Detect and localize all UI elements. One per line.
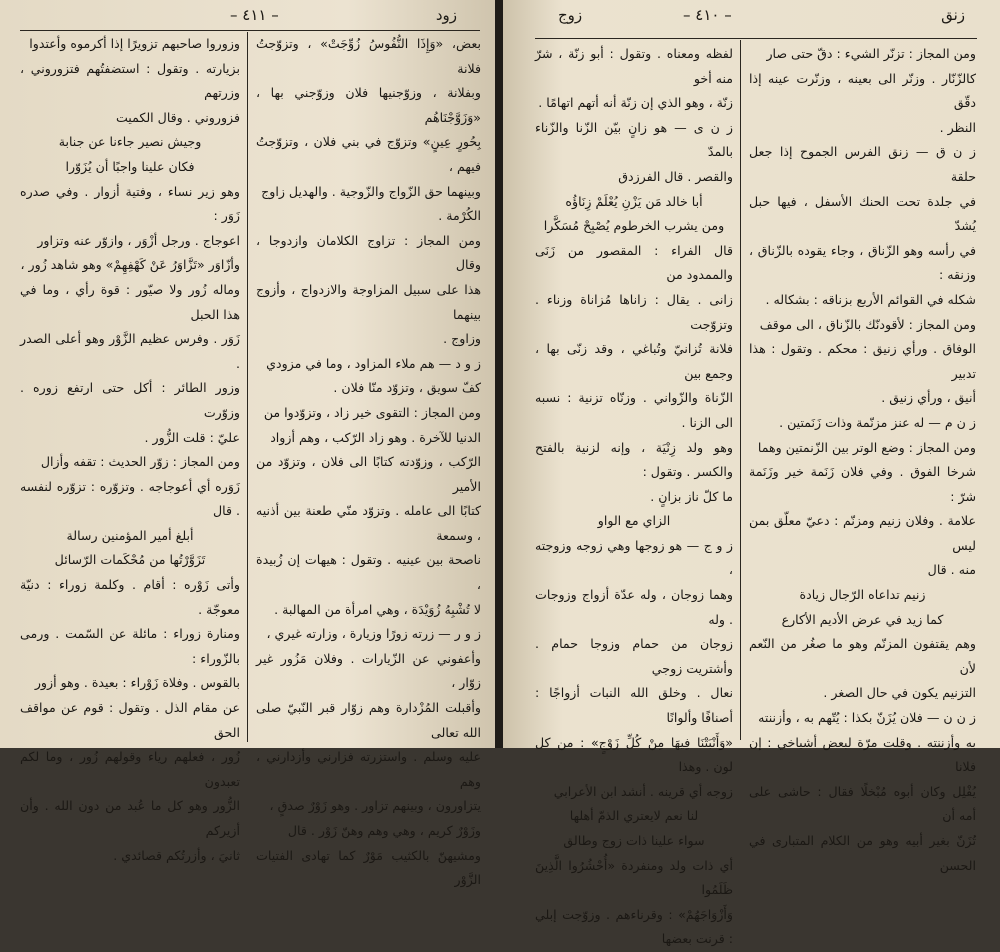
- text-line: لفظه ومعناه . وتقول : أبو زنّة ، شرّ منه أخو: [535, 46, 733, 86]
- text-line: في جلدة تحت الحنك الأسفل ، فيها حبل يُشدّ: [749, 193, 976, 234]
- text-line: بِحُورٍ عِينٍ» وتزوّج في بني فلان ، وتزوّجتُ فيهم ،: [256, 134, 481, 174]
- text-line: سواء علينا ذات زوج وطالق: [563, 833, 705, 848]
- text-line: علامة . وفلان زنيم ومزنّم : دعيّ معلّق بمن ليس: [749, 513, 976, 553]
- text-line: زنّة ، وهو الذي إن زنّة أنه أتهم اتهامًا .: [538, 95, 733, 111]
- text-line: يُفْلِل وكان أبوه مُبْخلًا فقال : حاشى على أمه أن: [749, 783, 976, 824]
- text-line: الزاي مع الواو: [597, 513, 671, 529]
- text-line: بالقوس . وفلاة زَوْراء : بعيدة . وهو أزور: [34, 675, 240, 691]
- text-line: يتزاورون ، وبينهم تزاور . وهو زَوْرٌ صدقٍ ،: [269, 798, 481, 814]
- text-line: عليه وسلم . واستزرته فزارني وأزدارني ، وهم: [256, 749, 481, 789]
- text-line: ومن المجاز : التقوى خير زاد ، وتزوّدوا من: [263, 404, 481, 420]
- text-line: زانى . يقال : زاناها مُزاناة وزناء . وتزوّجت: [535, 291, 733, 332]
- right-page: [503, 0, 1000, 947]
- text-line: زوجه أي قرينه . أنشد ابن الأعرابي: [553, 783, 733, 799]
- text-line: كما زيد في عرض الأديم الأكارع: [781, 611, 944, 627]
- text-line: ما كلّ ناز بزانٍ .: [650, 488, 733, 504]
- text-line: وهما زوجان ، وله عدّة أزواج وزوجات . وله: [535, 587, 733, 627]
- text-line: أنيق ، ورأي زنيق .: [881, 390, 976, 406]
- text-line: ومن المجاز : تزاوج الكلامان وازدوجا ، وقال: [256, 232, 481, 273]
- text-line: ناصحة بين عينيه . وتقول : هيهات إن زُبيدة ،: [256, 552, 481, 593]
- text-line: الكُرْمة .: [438, 208, 481, 224]
- text-line: وزوروا صاحبهم تزويرًا إذا أكرموه وأعتدوا: [29, 36, 240, 51]
- text-line: وهو زير نساء ، وفتية أزوار . وفي صدره زَوَر :: [20, 183, 240, 224]
- text-line: فزوروني . وقال الكميت: [115, 109, 240, 125]
- text-line: الدنيا للآخرة . وهو زاد الرّكب ، وهم أزواد: [270, 429, 481, 445]
- text-line: ز ن ن — فلان يُزَنّ بكذا : يُتّهم به ، وأزننته: [758, 710, 976, 726]
- left-page-number: – ٤١١ –: [230, 6, 279, 24]
- text-line: زوجان من حمام وزوجا حمام . وأشتريت زوجي: [535, 636, 733, 676]
- text-line: لا تُشْبِهُ زُوَيْدَة ، وهي امرأة من المهالبة .: [274, 601, 481, 617]
- text-line: كالزّنّار . وزنّر الى بعينه ، وزنّرت عينه إذا دقّق: [749, 70, 976, 111]
- text-line: الزُّور وهو كل ما عُبد من دون الله . وأن أزيركم: [20, 798, 240, 838]
- text-line: ومشيهنّ بالكثيب مَوْرٌ كما تهادى الفتيات الزَّوْر: [256, 847, 481, 888]
- text-line: زنيم تداعاه الرّجال زيادة: [799, 587, 926, 603]
- left-page-left-column: [20, 32, 240, 863]
- text-line: «وَأَنْبَتْنَا فِيهَا مِنْ كُلِّ زَوْجٍ» : من كل لون . وهذا: [535, 734, 733, 775]
- text-line: به وأزننته . وقلت مرّة لبعض أشياخي : إن فلانا: [749, 734, 976, 775]
- text-line: الرّكب ، وزوّدته كتابًا الى فلان ، وتزوّد من الأمير: [256, 454, 481, 494]
- left-page: [0, 0, 497, 888]
- text-line: وأعفوني عن الزّيارات . وفلان مَزُور غير زوّار ،: [256, 650, 481, 691]
- text-line: زَوَره أي أعوجاجه . وتزوّره : تزوّره لنفسه . قال: [20, 478, 240, 519]
- text-line: وزور الطائر : أكل حتى ارتفع زوره . وزوّرت: [20, 380, 240, 420]
- text-line: وبينهما حق الزّواج والزّوجية . والهديل زاوج: [261, 183, 481, 199]
- text-line: كفّ سويق ، وتزوّد منّا فلان .: [333, 380, 481, 396]
- left-page-header-rule: [20, 30, 480, 31]
- right-page-header-word-right: زنق: [941, 6, 965, 24]
- text-line: ومن المجاز : زوّر الحديث : تقفه وأزال: [40, 454, 240, 470]
- text-line: أبلغ أمير المؤمنين رسالة: [66, 527, 194, 543]
- text-line: النظر .: [939, 119, 976, 135]
- text-line: ومن المجاز : لأقودنّك بالزّناق ، الى موقف: [759, 316, 976, 332]
- text-line: فلانة تُزانيّ وتُباغي ، وقد زنّى بها ، وجمع بين: [535, 341, 733, 381]
- text-line: وأقبلت المُزْدارة وهم زوّار قبر النّبيّ صلى الله تعالى: [256, 700, 481, 740]
- text-line: التزنيم يكون في حال الصغر .: [823, 685, 976, 701]
- text-line: بعض، «وَإِذَا النُّفُوسُ زُوِّجَتْ» ، وتزوّجتُ فلانة: [256, 36, 481, 76]
- text-line: نعال . وخلق الله النبات أزواجًا : أصنافًا وألوانًا: [535, 685, 733, 726]
- text-line: وجيش نصير جاءنا عن جنابة: [58, 134, 202, 150]
- text-line: تَزَوَّرْتُها من مُحْكَمات الرّسائل: [54, 552, 206, 568]
- right-page-right-column: [749, 42, 976, 873]
- text-line: ومن يشرب الخرطوم يُصْبِحْ مُسَكَّرا: [543, 218, 725, 234]
- text-line: ثانيَ ، وأزرتُكم قصائدي .: [113, 847, 240, 863]
- text-line: وبفلانة ، وزوّجنيها فلان وزوّجني بها ، «وَزَوَّجْنَاهُم: [256, 85, 481, 125]
- text-line: وأزّاوَر «تَزَّاوَرُ عَنْ كَهْفِهِمْ» وهو شاهد زُور ،: [20, 257, 240, 273]
- right-page-column-rule: [740, 40, 741, 740]
- text-line: ز ن ى — هو زانٍ بيّن الزّنا والزّناء بالمدّ: [535, 119, 733, 160]
- text-line: عليّ : قلت الزُّور .: [144, 429, 240, 445]
- left-page-column-rule: [247, 32, 248, 742]
- text-line: شكله في القوائم الأربع بزناقه : بشكاله .: [765, 291, 976, 307]
- right-page-number: – ٤١٠ –: [683, 6, 732, 24]
- right-page-header-word-left: زوج: [558, 6, 583, 24]
- text-line: وأتى زَوْره : أقام . وكلمة زوراء : دنيّة معوجّة .: [20, 577, 240, 617]
- text-line: اعوجاج . ورجل أزْوَر ، وازوّر عنه وتزاور: [37, 232, 240, 248]
- text-line: شرخا الفوق . وفي فلان زَنَمة خير وزَنَمة شرّ :: [749, 464, 976, 504]
- text-line: في رأسه وهو الزّناق ، وجاء يقوده بالزّناق ، وزنقه :: [749, 242, 976, 283]
- text-line: ومنارة زوراء : مائلة عن السّمت . ورمى بالزّوراء :: [20, 626, 240, 666]
- text-line: بزيارته . وتقول : استضفتُهم فتزوروني ، وزرتهم: [20, 60, 240, 101]
- text-line: ز ن م — له عنز مزنّمة وذات زَنَمتين .: [779, 414, 976, 430]
- text-line: وَأَزْوَاجَهُمْ» : وقرناءهم . وزوّجت إبلي : قرنت بعضها: [535, 906, 733, 947]
- text-line: لنا نعم لايعتري الذمّ أهلها: [569, 808, 699, 824]
- text-line: ز و ج — هو زوجها وهي زوجه وزوجته ،: [535, 537, 733, 578]
- text-line: وماله زُور ولا صيّور : قوة رأي ، وما في هذا الحبل: [20, 281, 240, 322]
- right-page-left-column: [535, 42, 733, 947]
- text-line: ز ن ق — زنق الفرس الجموح إذا جعل حلقة: [749, 144, 976, 184]
- text-line: هذا على سبيل المزاوجة والازدواج ، وأزوج بينهما: [256, 281, 481, 322]
- text-line: ومن المجاز : وضع الوتر بين الزّنمتين وهما: [757, 439, 976, 455]
- text-line: فكان علينا واجبًا أن يُزَوّرا: [65, 158, 195, 174]
- text-line: أبا خالد مَن يَزْنِ يُعْلَمْ زِنَاؤُه: [565, 193, 703, 209]
- text-line: كتابًا الى عامله . وتزوّد منّي طعنة بين أذنيه ، وسمعة: [256, 503, 481, 543]
- text-line: تُزَنّ بغير أبيه وهو من الكلام المتبارى في الحسن: [749, 833, 976, 873]
- text-line: وهم يقتفون المزنّم وهو ما صغُر من النّعم لأن: [749, 636, 976, 676]
- text-line: أي ذات ولد ومنفردة «أُحْشُرُوا الَّذِينَ ظَلَمُوا: [535, 857, 733, 898]
- text-line: وزَوْرٌ كريم ، وهي وهم وهنّ زَوْر . قال: [287, 823, 481, 838]
- left-page-header-word: زود: [435, 6, 457, 24]
- text-line: وزاوج .: [443, 331, 481, 347]
- text-line: قال الفراء : المقصور من زَنَى والممدود من: [535, 242, 733, 283]
- right-page-header-rule: [535, 38, 977, 39]
- text-line: وهو ولد زِنْيَة ، وإنه لزنية بالفتح والكسر . وتقول :: [535, 439, 733, 480]
- text-line: ومن المجاز : تزنّر الشيء : دقّ حتى صار: [766, 46, 976, 61]
- text-line: الزّناة والزّواني . وزنّاه تزنية : نسبه الى الزنا .: [535, 390, 733, 430]
- text-line: والقصر . قال الفرزدق: [618, 168, 733, 184]
- text-line: ز و د — هم ملاء المزاود ، وما في مزودي: [266, 355, 481, 371]
- left-page-right-column: [256, 32, 481, 888]
- text-line: منه . قال: [927, 562, 976, 578]
- text-line: زُور ، فعلهم رياء وقولهم زُور ، وما لكم تعبدون: [20, 749, 240, 789]
- text-line: ز و ر — زرته زورًا وزيارة ، وزارته غيري ،: [266, 626, 481, 642]
- text-line: عن مقام الذل . وتقول : قوم عن مواقف الحق: [20, 700, 240, 740]
- text-line: الوفاق . ورأي زنيق : محكم . وتقول : هذا تدبير: [749, 341, 976, 381]
- text-line: زَوَر . وفرس عظيم الزَّوْر وهو أعلى الصدر .: [20, 331, 240, 371]
